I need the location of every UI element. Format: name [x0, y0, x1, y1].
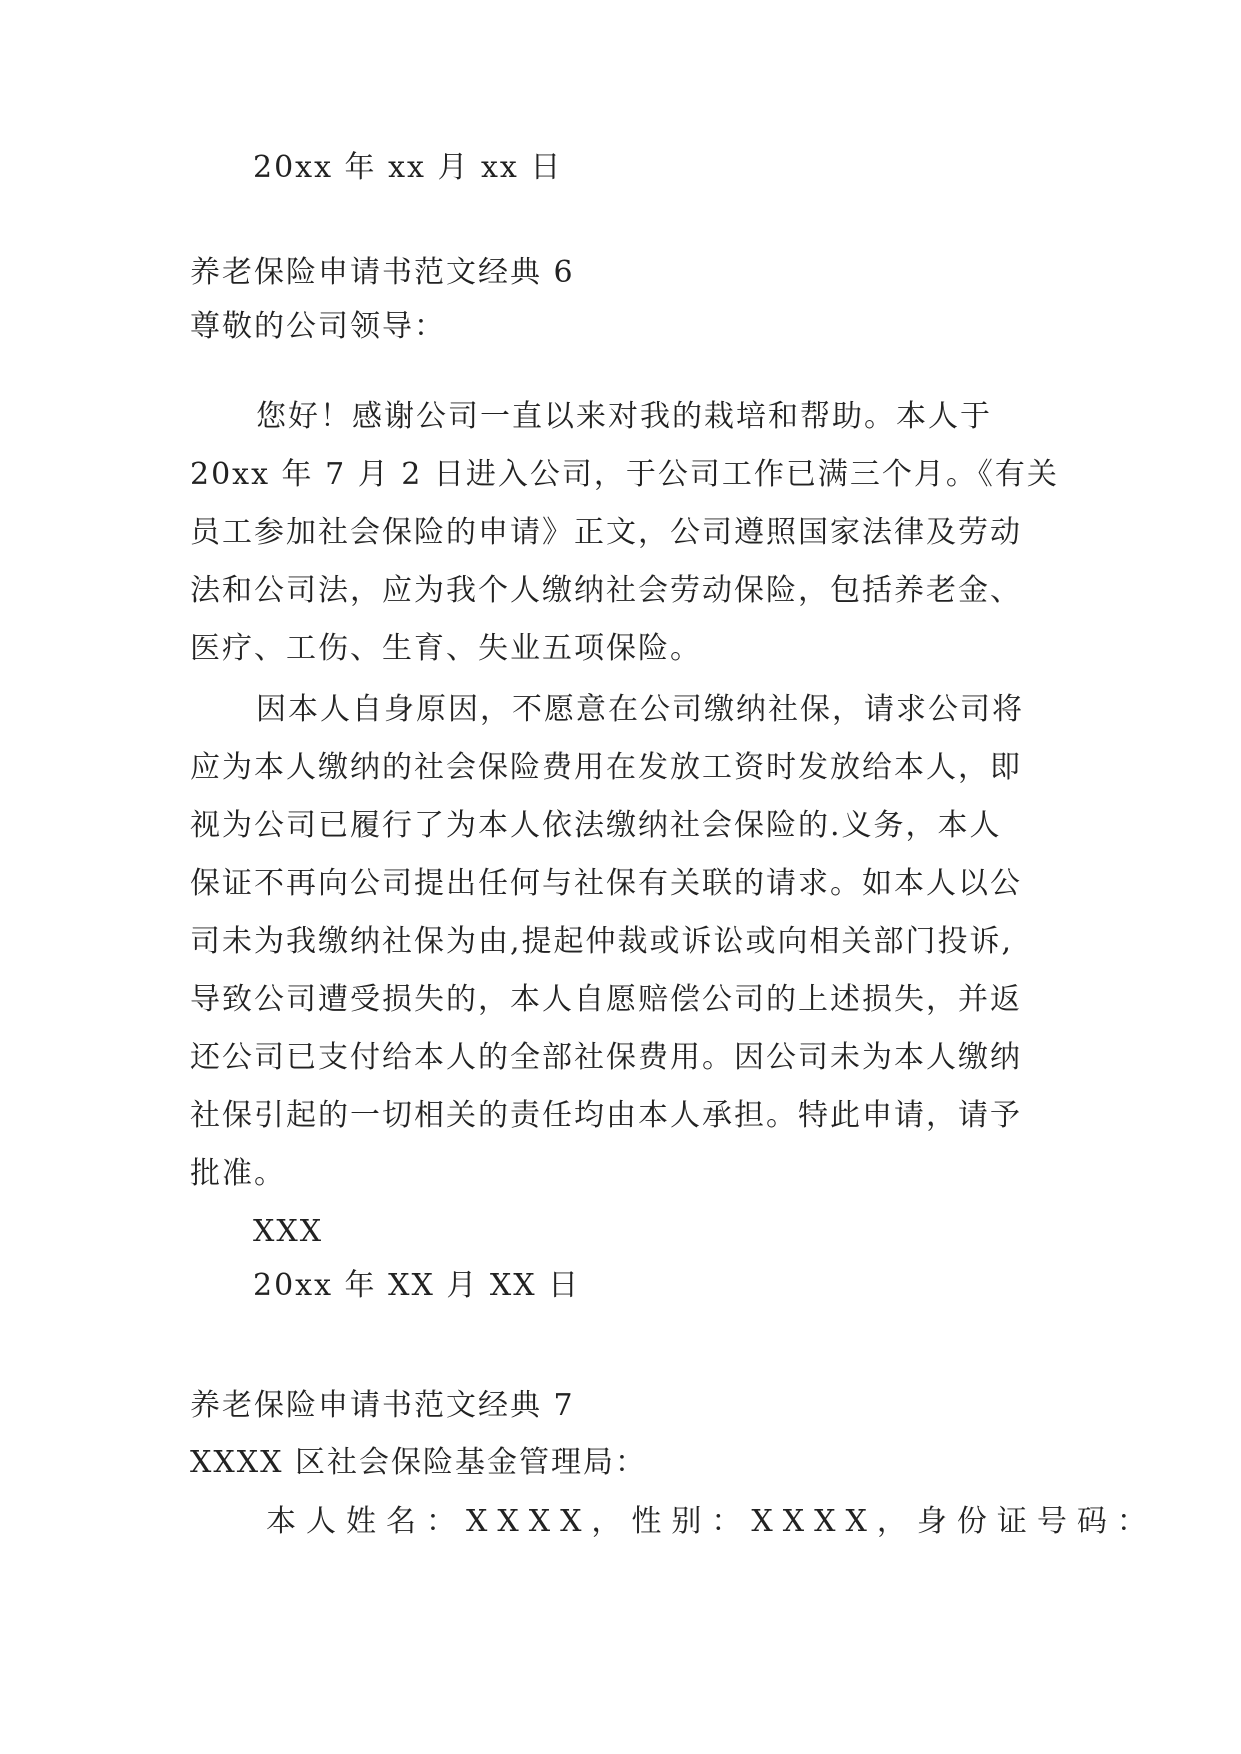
section6-para1-line: 20xx 年 7 月 2 日进入公司，于公司工作已满三个月。《有关	[190, 457, 1059, 492]
section7-salutation: XXXX 区社会保险基金管理局：	[190, 1445, 647, 1480]
section6-para2-line: 保证不再向公司提出任何与社保有关联的请求。如本人以公	[190, 866, 1022, 901]
section6-para2-line: 导致公司遭受损失的，本人自愿赔偿公司的上述损失，并返	[190, 982, 1022, 1017]
section6-para1-line: 员工参加社会保险的申请》正文，公司遵照国家法律及劳动	[190, 515, 1022, 550]
section6-salutation: 尊敬的公司领导：	[190, 309, 446, 344]
section6-para1-line: 医疗、工伤、生育、失业五项保险。	[190, 631, 702, 666]
section6-title: 养老保险申请书范文经典 6	[190, 255, 575, 290]
section6-para1-line: 法和公司法，应为我个人缴纳社会劳动保险，包括养老金、	[190, 573, 1022, 608]
section6-para2-line: 批准。	[190, 1156, 286, 1191]
section6-para2-line: 应为本人缴纳的社会保险费用在发放工资时发放给本人，即	[190, 750, 1022, 785]
section6-para2-line: 社保引起的一切相关的责任均由本人承担。特此申请，请予	[190, 1098, 1022, 1133]
section6-para1-line: 您好！感谢公司一直以来对我的栽培和帮助。本人于	[256, 399, 992, 434]
top-date: 20xx 年 xx 月 xx 日	[253, 150, 563, 185]
section6-para2-line: 司未为我缴纳社保为由,提起仲裁或诉讼或向相关部门投诉,	[190, 924, 1014, 959]
section6-signature: XXX	[253, 1214, 324, 1249]
section7-title: 养老保险申请书范文经典 7	[190, 1388, 575, 1423]
section6-para2-line: 还公司已支付给本人的全部社保费用。因公司未为本人缴纳	[190, 1040, 1022, 1075]
section6-para2-line: 因本人自身原因，不愿意在公司缴纳社保，请求公司将	[256, 692, 1024, 727]
section6-para2-line: 视为公司已履行了为本人依法缴纳社会保险的.义务，本人	[190, 808, 1002, 843]
section6-date: 20xx 年 XX 月 XX 日	[253, 1268, 581, 1303]
section7-line1: 本人姓名：XXXX，性别：XXXX，身份证号码：	[266, 1504, 1157, 1539]
